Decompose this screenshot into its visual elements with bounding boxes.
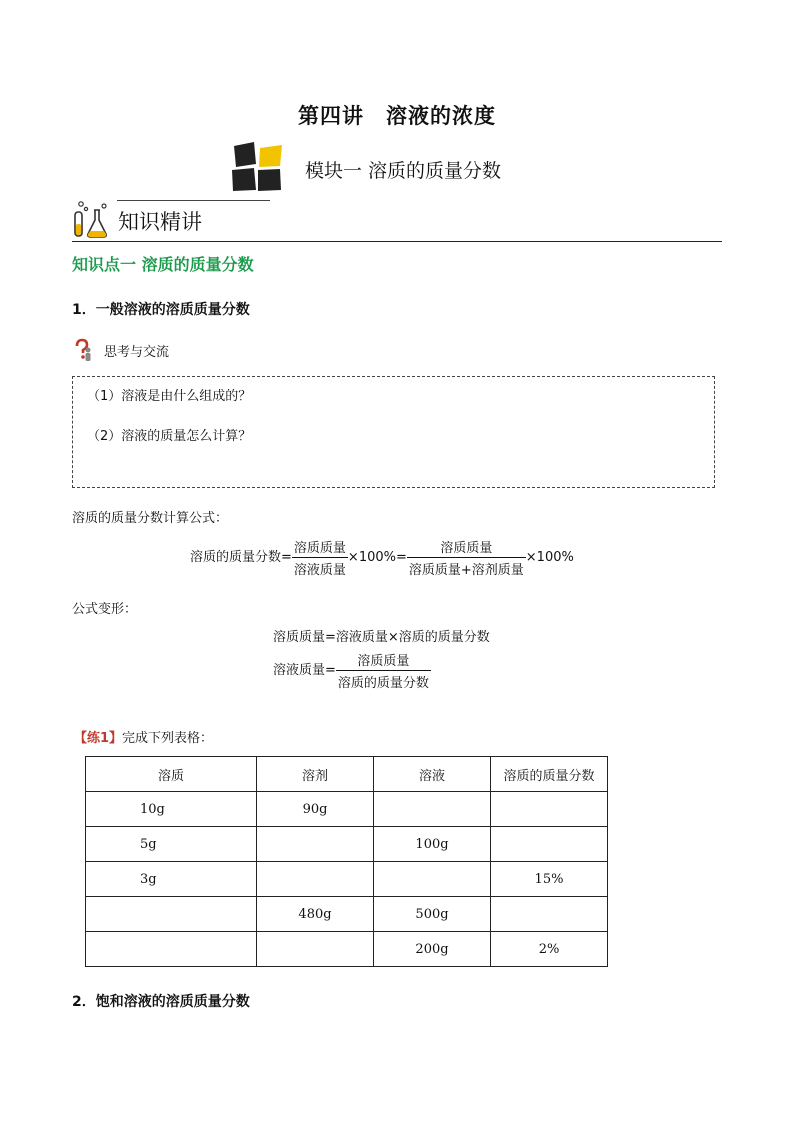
table-row <box>86 827 608 862</box>
formula-lhs: 溶质的质量分数= <box>190 550 292 565</box>
table-header-cell: 溶质 <box>86 757 257 792</box>
table-cell: 100g <box>374 827 491 862</box>
fraction-2-numerator: 溶质质量 <box>440 541 493 556</box>
question-1: （1）溶液是由什么组成的？ <box>87 389 252 404</box>
table-cell: 500g <box>374 897 491 932</box>
table-header-row <box>86 757 608 792</box>
table-cell: 480g <box>257 897 374 932</box>
formula-intro: 溶质的质量分数计算公式： <box>72 511 229 526</box>
exercise-label <box>74 727 213 746</box>
table-header-cell: 溶液 <box>374 757 491 792</box>
variant-formula-1: 溶质质量=溶液质量×溶质的质量分数 <box>273 630 490 645</box>
table-row <box>86 897 608 932</box>
main-formula <box>190 537 574 578</box>
table-cell: 5g <box>86 827 257 862</box>
table-cell: 15% <box>491 862 608 897</box>
fraction-1-numerator: 溶质质量 <box>293 541 346 556</box>
variant-intro: 公式变形： <box>72 602 138 617</box>
table-header-cell: 溶质的质量分数 <box>491 757 608 792</box>
table-cell: 3g <box>86 862 257 897</box>
lecture-title: 第四讲 溶液的浓度 <box>298 104 496 128</box>
formula-mid: ×100%= <box>347 550 407 565</box>
exercise-table <box>85 756 608 967</box>
table-cell <box>86 897 257 932</box>
variant-2-fraction <box>336 650 431 691</box>
banner-title: 知识精讲 <box>118 210 202 234</box>
exercise-text: 完成下列表格： <box>122 731 214 746</box>
section-2-heading: 2．饱和溶液的溶质质量分数 <box>72 994 250 1010</box>
variant-2-denominator: 溶质的质量分数 <box>336 670 431 691</box>
think-discuss <box>72 338 272 362</box>
knowledge-point-title: 知识点一 溶质的质量分数 <box>72 255 254 274</box>
table-cell <box>257 932 374 967</box>
question-2: （2）溶液的质量怎么计算？ <box>87 429 252 444</box>
fraction-2-denominator: 溶质质量+溶剂质量 <box>407 557 526 578</box>
table-row <box>86 932 608 967</box>
table-header-cell: 溶剂 <box>257 757 374 792</box>
exercise-tag: 【练1】 <box>74 731 123 746</box>
table-cell <box>491 897 608 932</box>
table-cell: 200g <box>374 932 491 967</box>
table-cell: 2% <box>491 932 608 967</box>
question-box <box>72 376 715 488</box>
table-row <box>86 792 608 827</box>
table-cell <box>257 827 374 862</box>
table-cell: 10g <box>86 792 257 827</box>
question-person-icon <box>72 338 94 362</box>
fraction-1 <box>292 537 348 578</box>
module-title: 模块一 溶质的质量分数 <box>305 160 502 182</box>
table-cell <box>257 862 374 897</box>
flask-icon <box>72 200 112 240</box>
module-blocks-icon <box>230 142 288 192</box>
table-cell <box>491 792 608 827</box>
fraction-1-denominator: 溶液质量 <box>292 557 348 578</box>
think-label: 思考与交流 <box>104 345 170 360</box>
banner-rule <box>72 241 722 242</box>
table-cell <box>374 792 491 827</box>
variant-2-numerator: 溶质质量 <box>357 654 410 669</box>
fraction-2 <box>407 537 526 578</box>
section-banner <box>72 196 722 242</box>
formula-tail: ×100% <box>525 550 574 565</box>
banner-top-rule <box>117 200 270 201</box>
section-1-heading: 1．一般溶液的溶质质量分数 <box>72 302 250 318</box>
variant-formula-2 <box>273 650 431 691</box>
table-cell <box>491 827 608 862</box>
variant-2-lhs: 溶液质量= <box>273 663 336 678</box>
module-header <box>230 142 590 192</box>
table-cell <box>374 862 491 897</box>
table-cell: 90g <box>257 792 374 827</box>
table-cell <box>86 932 257 967</box>
table-row <box>86 862 608 897</box>
